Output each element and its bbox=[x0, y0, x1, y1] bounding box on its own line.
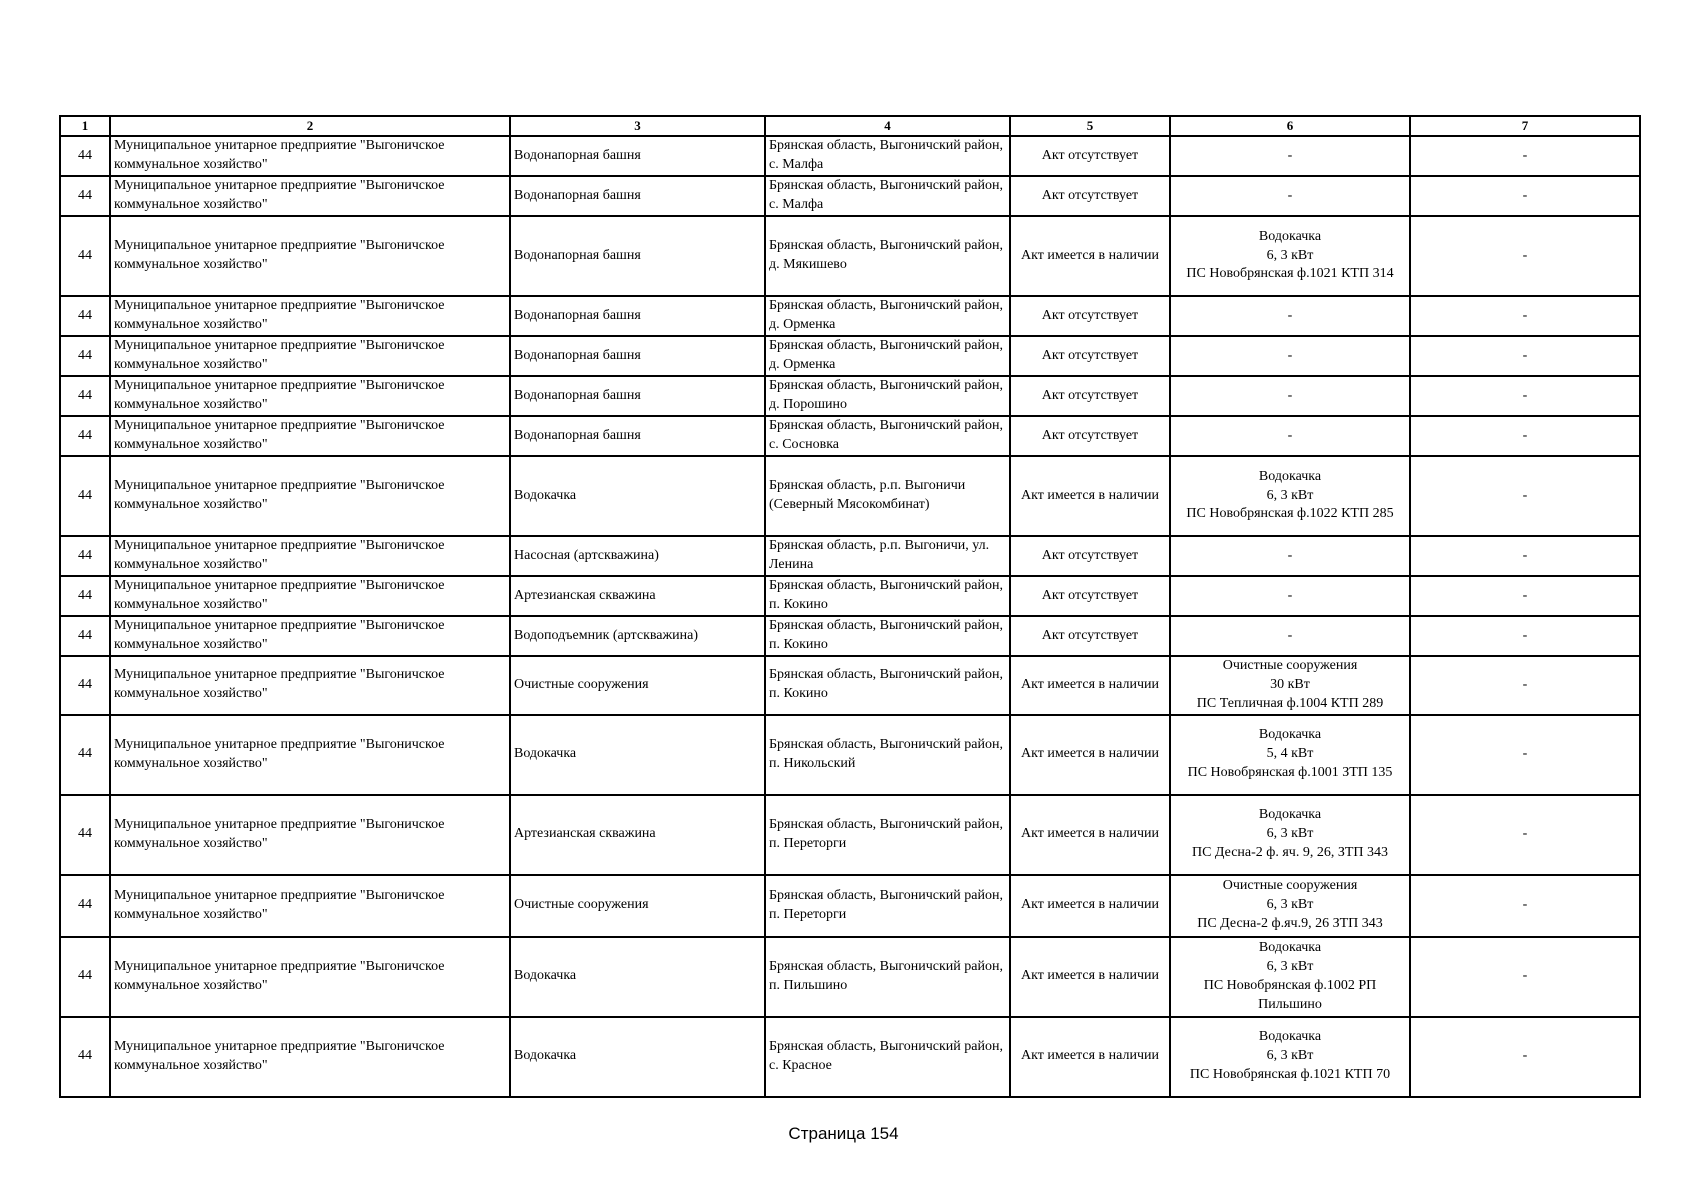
connection-cell bbox=[1170, 376, 1410, 416]
object-cell: Водонапорная башня bbox=[510, 376, 765, 416]
connection-line: Водокачка bbox=[1258, 727, 1322, 743]
object-cell: Водонапорная башня bbox=[510, 416, 765, 456]
act-status-cell: Акт отсутствует bbox=[1010, 616, 1170, 656]
connection-cell bbox=[1170, 456, 1410, 536]
table-row bbox=[60, 937, 1640, 1017]
connection-line: - bbox=[1287, 587, 1293, 603]
address-cell: Брянская область, Выгоничский район, с. Сосновка bbox=[765, 416, 1010, 456]
table-row bbox=[60, 176, 1640, 216]
organization-cell: Муниципальное унитарное предприятие "Выгоничское коммунальное хозяйство" bbox=[110, 616, 510, 656]
connection-line: ПС Тепличная ф.1004 КТП 289 bbox=[1196, 695, 1384, 711]
connection-cell bbox=[1170, 416, 1410, 456]
table-row bbox=[60, 296, 1640, 336]
organization-cell: Муниципальное унитарное предприятие "Выгоничское коммунальное хозяйство" bbox=[110, 576, 510, 616]
connection-line: Водокачка bbox=[1258, 939, 1322, 955]
row-number-cell: 44 bbox=[60, 296, 110, 336]
table-row bbox=[60, 715, 1640, 795]
note-cell: - bbox=[1410, 176, 1640, 216]
connection-cell bbox=[1170, 795, 1410, 875]
organization-cell: Муниципальное унитарное предприятие "Выгоничское коммунальное хозяйство" bbox=[110, 416, 510, 456]
row-number-cell: 44 bbox=[60, 136, 110, 176]
connection-cell bbox=[1170, 296, 1410, 336]
organization-cell: Муниципальное унитарное предприятие "Выгоничское коммунальное хозяйство" bbox=[110, 656, 510, 715]
table-row bbox=[60, 336, 1640, 376]
object-cell: Артезианская скважина bbox=[510, 576, 765, 616]
row-number-cell: 44 bbox=[60, 937, 110, 1017]
connection-line: - bbox=[1287, 387, 1293, 403]
connection-cell bbox=[1170, 336, 1410, 376]
table-row bbox=[60, 616, 1640, 656]
connection-cell bbox=[1170, 576, 1410, 616]
connection-line: - bbox=[1287, 307, 1293, 323]
connection-line: Очистные сооружения bbox=[1222, 658, 1358, 673]
connection-line: 6, 3 кВт bbox=[1266, 247, 1314, 263]
column-header: 1 bbox=[60, 116, 110, 136]
table-row bbox=[60, 656, 1640, 715]
connection-line: ПС Новобрянская ф.1001 ЗТП 135 bbox=[1187, 765, 1393, 781]
address-cell: Брянская область, Выгоничский район, с. Красное bbox=[765, 1017, 1010, 1097]
row-number-cell: 44 bbox=[60, 456, 110, 536]
row-number-cell: 44 bbox=[60, 875, 110, 937]
object-cell: Водокачка bbox=[510, 1017, 765, 1097]
connection-line: Водокачка bbox=[1258, 1029, 1322, 1045]
object-cell: Водонапорная башня bbox=[510, 136, 765, 176]
object-cell: Водоподъемник (артскважина) bbox=[510, 616, 765, 656]
connection-line: ПС Десна-2 ф.яч.9, 26 ЗТП 343 bbox=[1197, 916, 1383, 932]
column-header: 6 bbox=[1170, 116, 1410, 136]
act-status-cell: Акт отсутствует bbox=[1010, 536, 1170, 576]
connection-line: 30 кВт bbox=[1270, 676, 1310, 692]
table-row bbox=[60, 875, 1640, 937]
note-cell: - bbox=[1410, 656, 1640, 715]
connection-line: - bbox=[1287, 147, 1293, 163]
note-cell: - bbox=[1410, 376, 1640, 416]
act-status-cell: Акт имеется в наличии bbox=[1010, 1017, 1170, 1097]
row-number-cell: 44 bbox=[60, 576, 110, 616]
act-status-cell: Акт отсутствует bbox=[1010, 296, 1170, 336]
object-cell: Очистные сооружения bbox=[510, 656, 765, 715]
act-status-cell: Акт отсутствует bbox=[1010, 136, 1170, 176]
address-cell: Брянская область, Выгоничский район, п. Кокино bbox=[765, 616, 1010, 656]
row-number-cell: 44 bbox=[60, 216, 110, 296]
row-number-cell: 44 bbox=[60, 1017, 110, 1097]
object-cell: Водокачка bbox=[510, 937, 765, 1017]
note-cell: - bbox=[1410, 216, 1640, 296]
act-status-cell: Акт отсутствует bbox=[1010, 376, 1170, 416]
note-cell: - bbox=[1410, 795, 1640, 875]
note-cell: - bbox=[1410, 456, 1640, 536]
connection-cell bbox=[1170, 536, 1410, 576]
row-number-cell: 44 bbox=[60, 536, 110, 576]
object-cell: Водонапорная башня bbox=[510, 176, 765, 216]
page-number: Страница 154 bbox=[788, 1124, 899, 1143]
organization-cell: Муниципальное унитарное предприятие "Выгоничское коммунальное хозяйство" bbox=[110, 176, 510, 216]
connection-line: Водокачка bbox=[1258, 807, 1322, 823]
object-cell: Артезианская скважина bbox=[510, 795, 765, 875]
table-row bbox=[60, 216, 1640, 296]
note-cell: - bbox=[1410, 576, 1640, 616]
column-header: 4 bbox=[765, 116, 1010, 136]
organization-cell: Муниципальное унитарное предприятие "Выгоничское коммунальное хозяйство" bbox=[110, 536, 510, 576]
connection-line: - bbox=[1287, 347, 1293, 363]
note-cell: - bbox=[1410, 875, 1640, 937]
organization-cell: Муниципальное унитарное предприятие "Выгоничское коммунальное хозяйство" bbox=[110, 216, 510, 296]
connection-line: - bbox=[1287, 627, 1293, 643]
connection-line: 5, 4 кВт bbox=[1266, 746, 1314, 762]
address-cell: Брянская область, р.п. Выгоничи (Северный Мясокомбинат) bbox=[765, 456, 1010, 536]
connection-cell bbox=[1170, 176, 1410, 216]
address-cell: Брянская область, Выгоничский район, д. Орменка bbox=[765, 336, 1010, 376]
row-number-cell: 44 bbox=[60, 656, 110, 715]
organization-cell: Муниципальное унитарное предприятие "Выгоничское коммунальное хозяйство" bbox=[110, 875, 510, 937]
connection-cell bbox=[1170, 875, 1410, 937]
column-header: 2 bbox=[110, 116, 510, 136]
connection-cell bbox=[1170, 715, 1410, 795]
table-row bbox=[60, 376, 1640, 416]
act-status-cell: Акт имеется в наличии bbox=[1010, 216, 1170, 296]
table-row bbox=[60, 416, 1640, 456]
object-cell: Водонапорная башня bbox=[510, 336, 765, 376]
organization-cell: Муниципальное унитарное предприятие "Выгоничское коммунальное хозяйство" bbox=[110, 456, 510, 536]
row-number-cell: 44 bbox=[60, 416, 110, 456]
note-cell: - bbox=[1410, 937, 1640, 1017]
address-cell: Брянская область, Выгоничский район, д. Порошино bbox=[765, 376, 1010, 416]
connection-line: - bbox=[1287, 427, 1293, 443]
row-number-cell: 44 bbox=[60, 715, 110, 795]
row-number-cell: 44 bbox=[60, 616, 110, 656]
header-row bbox=[60, 116, 1640, 136]
connection-line: Водокачка bbox=[1258, 228, 1322, 244]
act-status-cell: Акт имеется в наличии bbox=[1010, 456, 1170, 536]
row-number-cell: 44 bbox=[60, 795, 110, 875]
connection-line: ПС Новобрянская ф.1021 КТП 314 bbox=[1186, 266, 1394, 282]
organization-cell: Муниципальное унитарное предприятие "Выгоничское коммунальное хозяйство" bbox=[110, 715, 510, 795]
note-cell: - bbox=[1410, 136, 1640, 176]
organization-cell: Муниципальное унитарное предприятие "Выгоничское коммунальное хозяйство" bbox=[110, 336, 510, 376]
row-number-cell: 44 bbox=[60, 336, 110, 376]
act-status-cell: Акт отсутствует bbox=[1010, 416, 1170, 456]
note-cell: - bbox=[1410, 336, 1640, 376]
object-cell: Очистные сооружения bbox=[510, 875, 765, 937]
connection-cell bbox=[1170, 656, 1410, 715]
connection-cell bbox=[1170, 216, 1410, 296]
connection-line: Пильшино bbox=[1258, 996, 1322, 1012]
object-cell: Водокачка bbox=[510, 715, 765, 795]
connection-cell bbox=[1170, 1017, 1410, 1097]
address-cell: Брянская область, Выгоничский район, п. Кокино bbox=[765, 576, 1010, 616]
table-row bbox=[60, 1017, 1640, 1097]
table-row bbox=[60, 795, 1640, 875]
data-table bbox=[59, 115, 1641, 1098]
note-cell: - bbox=[1410, 616, 1640, 656]
address-cell: Брянская область, Выгоничский район, п. Переторги bbox=[765, 875, 1010, 937]
act-status-cell: Акт имеется в наличии bbox=[1010, 656, 1170, 715]
act-status-cell: Акт имеется в наличии bbox=[1010, 715, 1170, 795]
connection-line: ПС Новобрянская ф.1022 КТП 285 bbox=[1186, 506, 1394, 522]
note-cell: - bbox=[1410, 296, 1640, 336]
object-cell: Насосная (артскважина) bbox=[510, 536, 765, 576]
column-header: 3 bbox=[510, 116, 765, 136]
connection-cell bbox=[1170, 616, 1410, 656]
note-cell: - bbox=[1410, 715, 1640, 795]
connection-line: 6, 3 кВт bbox=[1266, 826, 1314, 842]
act-status-cell: Акт отсутствует bbox=[1010, 576, 1170, 616]
table-row bbox=[60, 136, 1640, 176]
note-cell: - bbox=[1410, 416, 1640, 456]
organization-cell: Муниципальное унитарное предприятие "Выгоничское коммунальное хозяйство" bbox=[110, 795, 510, 875]
address-cell: Брянская область, Выгоничский район, п. Никольский bbox=[765, 715, 1010, 795]
row-number-cell: 44 bbox=[60, 376, 110, 416]
connection-line: 6, 3 кВт bbox=[1266, 958, 1314, 974]
organization-cell: Муниципальное унитарное предприятие "Выгоничское коммунальное хозяйство" bbox=[110, 136, 510, 176]
connection-line: ПС Десна-2 ф. яч. 9, 26, ЗТП 343 bbox=[1191, 845, 1389, 861]
row-number-cell: 44 bbox=[60, 176, 110, 216]
address-cell: Брянская область, р.п. Выгоничи, ул. Ленина bbox=[765, 536, 1010, 576]
connection-line: 6, 3 кВт bbox=[1266, 487, 1314, 503]
connection-cell bbox=[1170, 136, 1410, 176]
act-status-cell: Акт имеется в наличии bbox=[1010, 937, 1170, 1017]
connection-cell bbox=[1170, 937, 1410, 1017]
note-cell: - bbox=[1410, 536, 1640, 576]
connection-line: ПС Новобрянская ф.1002 РП bbox=[1203, 977, 1377, 993]
connection-line: Очистные сооружения bbox=[1222, 878, 1358, 894]
column-header: 5 bbox=[1010, 116, 1170, 136]
act-status-cell: Акт отсутствует bbox=[1010, 336, 1170, 376]
address-cell: Брянская область, Выгоничский район, с. Малфа bbox=[765, 136, 1010, 176]
organization-cell: Муниципальное унитарное предприятие "Выгоничское коммунальное хозяйство" bbox=[110, 296, 510, 336]
object-cell: Водокачка bbox=[510, 456, 765, 536]
address-cell: Брянская область, Выгоничский район, д. Мякишево bbox=[765, 216, 1010, 296]
connection-line: Водокачка bbox=[1258, 468, 1322, 484]
act-status-cell: Акт имеется в наличии bbox=[1010, 875, 1170, 937]
organization-cell: Муниципальное унитарное предприятие "Выгоничское коммунальное хозяйство" bbox=[110, 376, 510, 416]
connection-line: - bbox=[1287, 187, 1293, 203]
table-body bbox=[60, 136, 1640, 1097]
address-cell: Брянская область, Выгоничский район, с. Малфа bbox=[765, 176, 1010, 216]
connection-line: 6, 3 кВт bbox=[1266, 1048, 1314, 1064]
act-status-cell: Акт отсутствует bbox=[1010, 176, 1170, 216]
address-cell: Брянская область, Выгоничский район, п. Переторги bbox=[765, 795, 1010, 875]
table-row bbox=[60, 536, 1640, 576]
connection-line: ПС Новобрянская ф.1021 КТП 70 bbox=[1189, 1067, 1391, 1083]
note-cell: - bbox=[1410, 1017, 1640, 1097]
table-row bbox=[60, 576, 1640, 616]
address-cell: Брянская область, Выгоничский район, п. Пильшино bbox=[765, 937, 1010, 1017]
address-cell: Брянская область, Выгоничский район, д. Орменка bbox=[765, 296, 1010, 336]
organization-cell: Муниципальное унитарное предприятие "Выгоничское коммунальное хозяйство" bbox=[110, 937, 510, 1017]
object-cell: Водонапорная башня bbox=[510, 296, 765, 336]
column-header: 7 bbox=[1410, 116, 1640, 136]
address-cell: Брянская область, Выгоничский район, п. Кокино bbox=[765, 656, 1010, 715]
connection-line: - bbox=[1287, 547, 1293, 563]
act-status-cell: Акт имеется в наличии bbox=[1010, 795, 1170, 875]
object-cell: Водонапорная башня bbox=[510, 216, 765, 296]
organization-cell: Муниципальное унитарное предприятие "Выгоничское коммунальное хозяйство" bbox=[110, 1017, 510, 1097]
connection-line: 6, 3 кВт bbox=[1266, 897, 1314, 913]
table-row bbox=[60, 456, 1640, 536]
